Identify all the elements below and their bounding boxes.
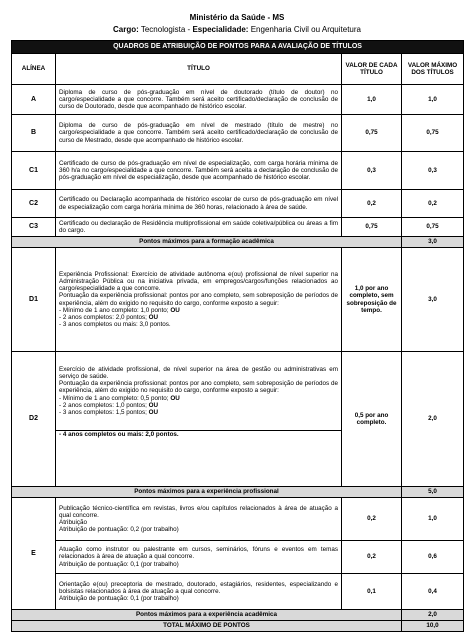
table-row <box>12 218 464 237</box>
alinea-e: E <box>12 498 56 610</box>
d1-line-3: - 3 anos completos ou mais: 3,0 pontos. <box>59 320 171 328</box>
col-titulo: TÍTULO <box>56 54 342 85</box>
points-table <box>11 40 464 632</box>
max-c2: 0,2 <box>402 190 464 218</box>
total-academica-row <box>12 610 464 621</box>
alinea-d1: D1 <box>12 248 56 352</box>
max-b: 0,75 <box>402 115 464 152</box>
total-geral-row <box>12 621 464 632</box>
col-valor: VALOR DE CADA TÍTULO <box>342 54 402 85</box>
d2-line-2: - 2 anos completos: 1,0 pontos; OU <box>59 401 159 409</box>
ministry-title: Ministério da Saúde - MS <box>189 13 285 22</box>
total-academica-label: Pontos máximos para a experiência acadêmica <box>12 610 402 621</box>
max-e2: 0,6 <box>402 541 464 574</box>
table-row <box>12 574 464 610</box>
valor-e2: 0,2 <box>342 541 402 574</box>
table-row <box>12 248 464 352</box>
d1-text: Experiência Profissional: Exercício de atividade autônoma e(ou) profissional de nível superior na Administração Pública ou na iniciativa privada, em empregos/cargos/funções relacionados ao cargo/especialidade a que concorre. <box>59 271 338 293</box>
table-row <box>12 498 464 541</box>
table-row <box>12 190 464 218</box>
table-row <box>12 541 464 574</box>
titulo-b: Diploma de curso de pós-graduação em nível de mestrado (título de mestre) no cargo/especialidade a que concorre. Também será aceito certificado/declaração de conclusão de curso de Mestrado, desde que acompanhado de histórico escolar. <box>56 115 342 152</box>
titulo-d2 <box>56 352 342 431</box>
alinea-c1: C1 <box>12 152 56 190</box>
col-max: VALOR MÁXIMO DOS TÍTULOS <box>402 54 464 85</box>
titulo-e2: Atuação como instrutor ou palestrante em cursos, seminários, fóruns e eventos em temas relacionados à área de atuação a qual concorre. Atribuição de pontuação: 0,1 (por trabalho) <box>56 541 342 574</box>
total-formacao-label: Pontos máximos para a formação acadêmica <box>12 237 402 248</box>
especialidade-value: Engenharia Civil ou Arquitetura <box>250 25 361 34</box>
table-row <box>12 352 464 431</box>
valor-c2: 0,2 <box>342 190 402 218</box>
col-alinea: ALÍNEA <box>12 54 56 85</box>
alinea-a: A <box>12 85 56 115</box>
d2-pont: Pontuação da experiência profissional: pontos por ano completo, sem sobreposição de períodos de experiência, além do exigido no requisito do cargo, conforme exposto a seguir: <box>59 380 338 395</box>
alinea-d2: D2 <box>12 352 56 487</box>
titulo-e3: Orientação e(ou) preceptoria de mestrado, doutorado, estagiários, residentes, especializando e bolsistas relacionados à área de atuação a qual concorre. Atribuição de pontuação: 0,1 (por trabalho) <box>56 574 342 610</box>
d1-line-2: - 2 anos completos: 2,0 pontos; OU <box>59 313 159 321</box>
total-geral-value: 10,0 <box>402 621 464 632</box>
valor-c1: 0,3 <box>342 152 402 190</box>
max-d1: 3,0 <box>402 248 464 352</box>
titulo-d1 <box>56 248 342 352</box>
titulo-c3: Certificado ou declaração de Residência multiprofissional em saúde coletiva/pública ou áreas a fim do cargo. <box>56 218 342 237</box>
d2-line-1: - Mínimo de 1 ano completo: 0,5 ponto; OU <box>59 394 180 402</box>
d2-line-4: - 4 anos completos ou mais: 2,0 pontos. <box>56 431 342 487</box>
d1-line-1: - Mínimo de 1 ano completo: 1,0 ponto; OU <box>59 306 180 314</box>
total-formacao-value: 3,0 <box>402 237 464 248</box>
alinea-c2: C2 <box>12 190 56 218</box>
cargo-line: Cargo: Tecnologista - Especialidade: Engenharia Civil ou Arquitetura <box>112 25 361 34</box>
especialidade-label: Especialidade: <box>192 25 249 34</box>
d2-line-3: - 3 anos completos: 1,5 pontos; OU <box>59 408 159 416</box>
cargo-label: Cargo: <box>112 25 139 34</box>
max-e1: 1,0 <box>402 498 464 541</box>
total-formacao-row <box>12 237 464 248</box>
d2-text: Exercício de atividade profissional, de nível superior na área de gestão ou administrativas em serviço de saúde. <box>59 366 338 381</box>
titulo-a: Diploma de curso de pós-graduação em nível de doutorado (título de doutor) no cargo/especialidade a que concorre. Também será aceito certificado/declaração de conclusão de curso de Doutorado, desde que acompanhado de histórico escolar. <box>56 85 342 115</box>
valor-e3: 0,1 <box>342 574 402 610</box>
total-experiencia-row <box>12 487 464 498</box>
valor-d1: 1,0 por ano completo, sem sobreposição de tempo. <box>342 248 402 352</box>
total-geral-label: TOTAL MÁXIMO DE PONTOS <box>12 621 402 632</box>
cargo-value: Tecnologista <box>140 25 186 34</box>
max-c3: 0,75 <box>402 218 464 237</box>
table-row <box>12 152 464 190</box>
max-c1: 0,3 <box>402 152 464 190</box>
max-e3: 0,4 <box>402 574 464 610</box>
table-title: QUADROS DE ATRIBUIÇÃO DE PONTOS PARA A AVALIAÇÃO DE TÍTULOS <box>12 41 464 54</box>
table-row <box>12 115 464 152</box>
table-row <box>12 85 464 115</box>
valor-d2: 0,5 por ano completo. <box>342 352 402 487</box>
titulo-c2: Certificado ou Declaração acompanhada de histórico escolar de curso de pós-graduação em nível de especialização com carga horária mínima de 360 horas, relacionado à área de saúde. <box>56 190 342 218</box>
titulo-c1: Certificado de curso de pós-graduação em nível de especialização, com carga horária mínima de 360 h/a no cargo/especialidade a que concorre. Também será aceita a declaração de conclusão de pós-graduação em nível de especialização, desde que acompanhado de histórico escolar. <box>56 152 342 190</box>
alinea-b: B <box>12 115 56 152</box>
valor-c3: 0,75 <box>342 218 402 237</box>
alinea-c3: C3 <box>12 218 56 237</box>
total-experiencia-label: Pontos máximos para a experiência profissional <box>12 487 402 498</box>
total-experiencia-value: 5,0 <box>402 487 464 498</box>
d1-pont: Pontuação da experiência profissional: pontos por ano completo, sem sobreposição de períodos de experiência, além do exigido no requisito do cargo, conforme exposto a seguir: <box>59 292 338 307</box>
titulo-e1: Publicação técnico-científica em revistas, livros e/ou capítulos relacionados à área de atuação a qual concorre. Atribuição Atribuição de pontuação: 0,2 (por trabalho) <box>56 498 342 541</box>
valor-b: 0,75 <box>342 115 402 152</box>
valor-e1: 0,2 <box>342 498 402 541</box>
total-academica-value: 2,0 <box>402 610 464 621</box>
valor-a: 1,0 <box>342 85 402 115</box>
max-d2: 2,0 <box>402 352 464 487</box>
max-a: 1,0 <box>402 85 464 115</box>
